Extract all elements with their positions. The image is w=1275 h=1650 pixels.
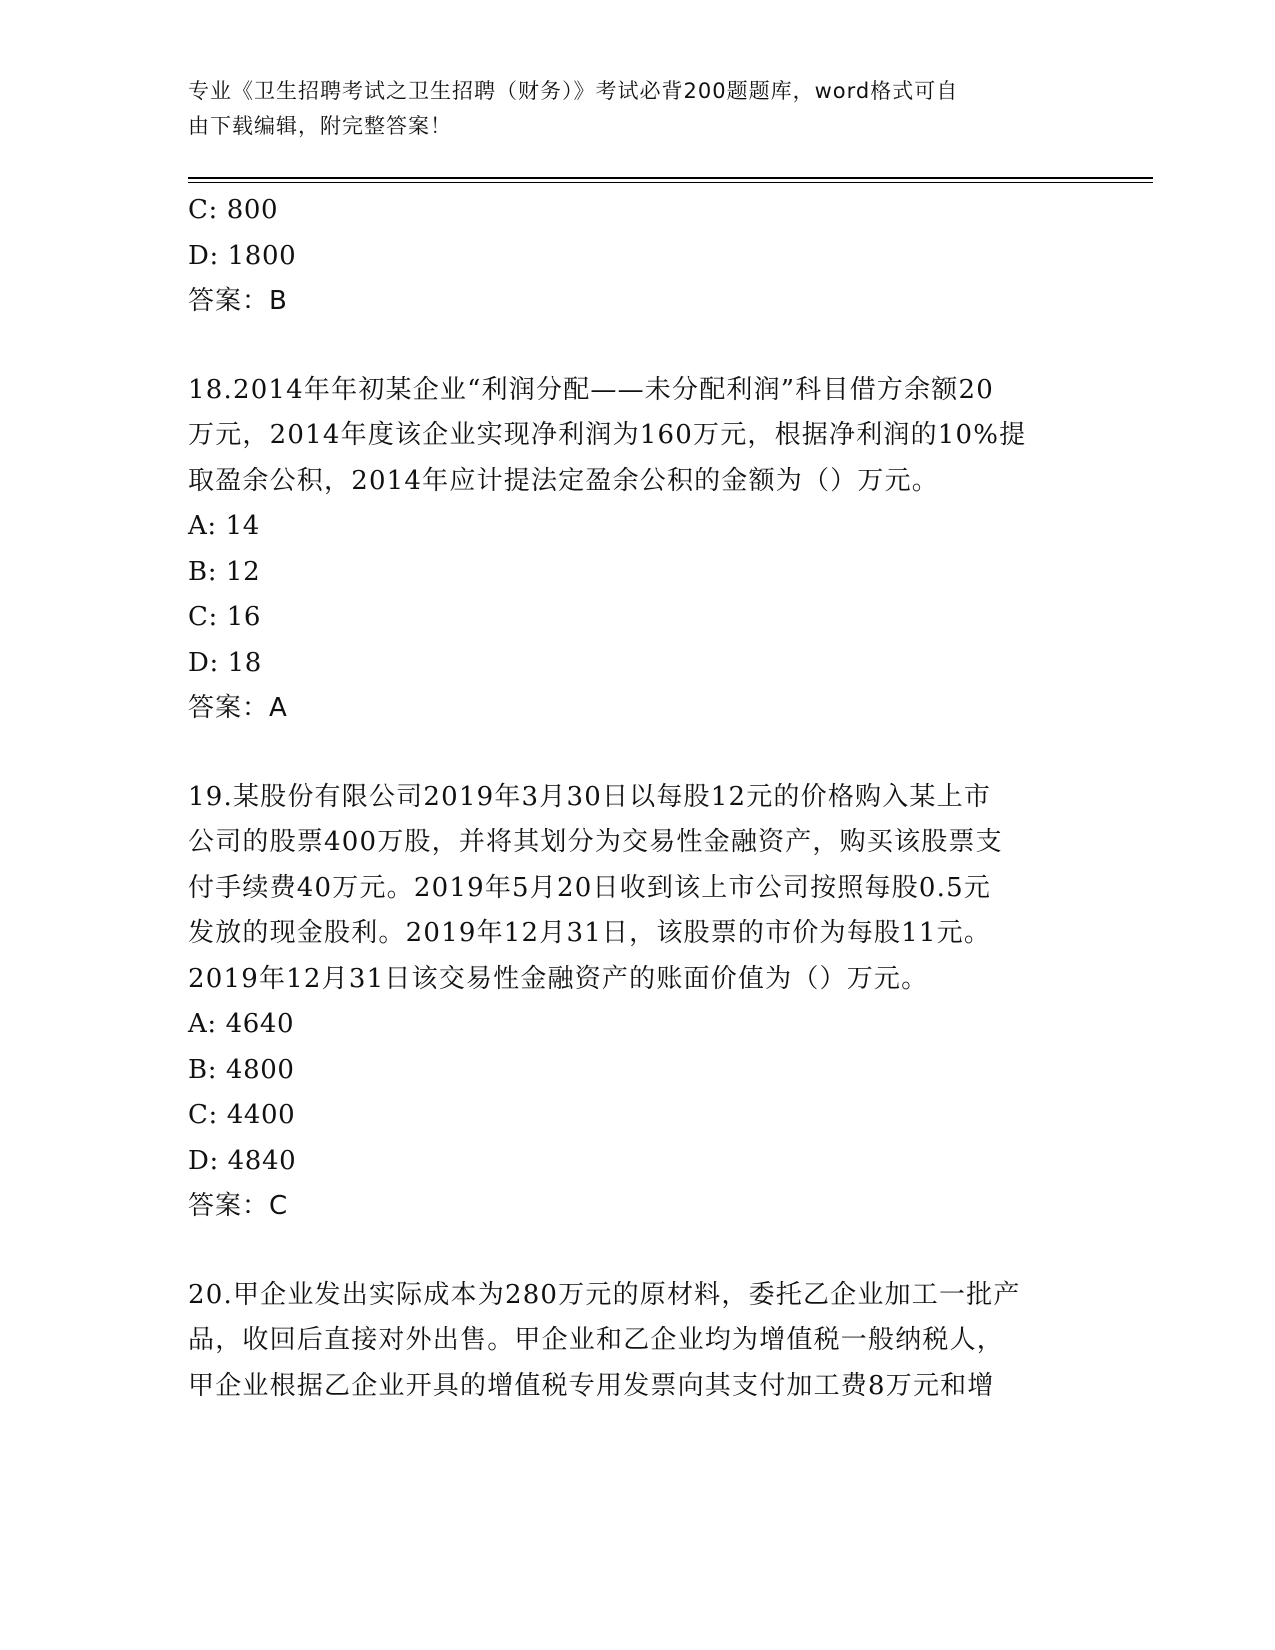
question-stem-line: 发放的现金股利。2019年12月31日，该股票的市价为每股11元。 [188,918,992,948]
answer: 答案：C [188,1191,289,1221]
option-a: A: 14 [188,511,260,541]
option-d: D: 1800 [188,240,297,271]
question-stem-line: 万元，2014年度该企业实现净利润为160万元，根据净利润的10%提 [188,420,1027,450]
question-19 [188,775,1088,1230]
question-18 [188,368,1088,732]
question-stem-line: 19.某股份有限公司2019年3月30日以每股12元的价格购入某上市 [188,781,992,812]
question-stem-line: 2019年12月31日该交易性金融资产的账面价值为（）万元。 [188,963,929,994]
header-line: 由下载编辑，附完整答案！ [188,114,452,138]
question-20 [188,1273,1088,1410]
question-stem-line: 甲企业根据乙企业开具的增值税专用发票向其支付加工费8万元和增 [188,1370,995,1401]
option-c: C: 4400 [188,1100,296,1130]
answer: 答案：A [188,693,288,723]
question-stem-line: 20.甲企业发出实际成本为280万元的原材料，委托乙企业加工一批产 [188,1279,1021,1310]
option-b: B: 4800 [188,1054,295,1085]
header-rule-thin [188,182,1153,183]
page-header [188,74,1068,144]
option-b: B: 12 [188,556,261,587]
question-stem-line: 品，收回后直接对外出售。甲企业和乙企业均为增值税一般纳税人， [188,1325,1005,1355]
question-stem-line: 取盈余公积，2014年应计提法定盈余公积的金额为（）万元。 [188,465,939,496]
option-c: C: 800 [188,195,279,225]
question-stem-line: 付手续费40万元。2019年5月20日收到该上市公司按照每股0.5元 [188,872,992,903]
document-body [188,188,1088,1409]
answer: 答案：B [188,286,288,316]
option-c: C: 16 [188,602,262,632]
option-a: A: 4640 [188,1009,295,1039]
option-d: D: 18 [188,647,262,678]
header-line: 专业《卫生招聘考试之卫生招聘（财务）》考试必背200题题库，word格式可自 [188,79,959,103]
option-d: D: 4840 [188,1145,297,1176]
question-stem-line: 18.2014年年初某企业“利润分配——未分配利润”科目借方余额20 [188,374,994,405]
question-stem-line: 公司的股票400万股，并将其划分为交易性金融资产，购买该股票支 [188,827,1003,857]
header-rule [188,177,1153,179]
